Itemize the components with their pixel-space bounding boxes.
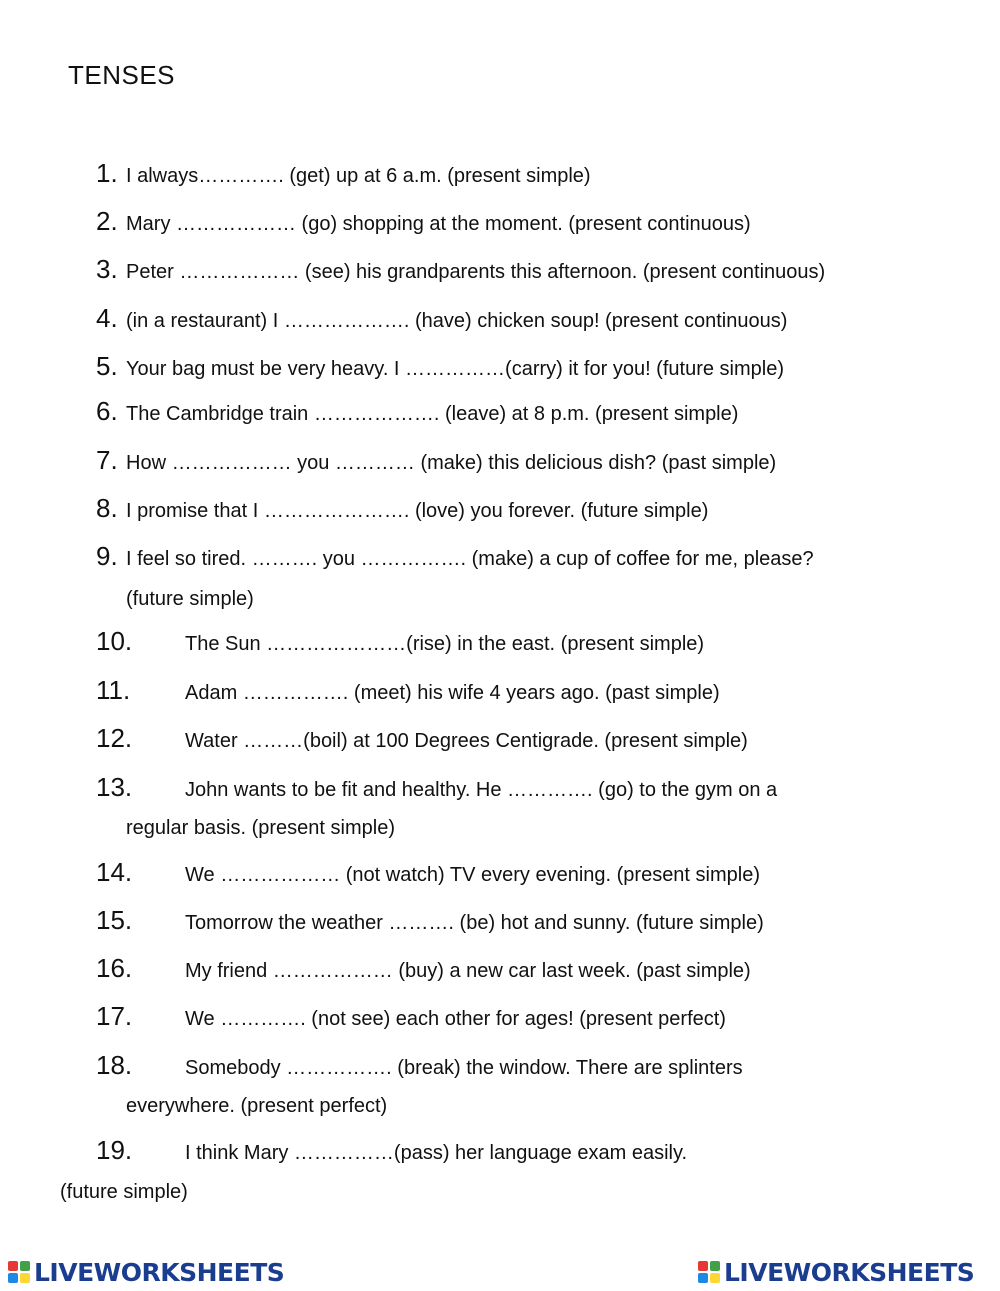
item-number: 17. xyxy=(96,1001,133,1031)
liveworksheets-logo-icon xyxy=(698,1261,720,1283)
liveworksheets-logo-left xyxy=(8,1257,284,1287)
exercise-text: Tomorrow the weather ………. (be) hot and sunny. (future simple) xyxy=(185,912,764,934)
item-number: 13. xyxy=(96,772,133,802)
item-number: 4. xyxy=(96,303,118,333)
item-number: 16. xyxy=(96,953,133,983)
logo-wordmark: LIVEWORKSHEETS xyxy=(34,1257,285,1287)
item-number: 1. xyxy=(96,158,118,188)
exercise-text: I feel so tired. ………. you ……………. (make) a cup of coffee for me, please? xyxy=(126,548,814,570)
exercise-text: (in a restaurant) I ………………. (have) chicken soup! (present continuous) xyxy=(126,310,788,332)
item-number: 19. xyxy=(96,1135,133,1165)
exercise-text-continuation: (future simple) xyxy=(126,588,254,610)
item-number: 15. xyxy=(96,905,133,935)
item-number: 8. xyxy=(96,493,118,523)
exercise-text: I promise that I …………………. (love) you forever. (future simple) xyxy=(126,500,709,522)
item-number: 7. xyxy=(96,445,118,475)
exercise-text: I think Mary ……………(pass) her language exam easily. xyxy=(185,1142,688,1164)
item-number: 6. xyxy=(96,396,118,426)
exercise-text: Peter ……………… (see) his grandparents this afternoon. (present continuous) xyxy=(126,261,826,283)
exercise-text-continuation: everywhere. (present perfect) xyxy=(126,1095,388,1117)
exercise-text: Water ………(boil) at 100 Degrees Centigrade. (present simple) xyxy=(185,730,748,752)
exercise-text: My friend ……………… (buy) a new car last week. (past simple) xyxy=(185,960,751,982)
exercise-text: I always…………. (get) up at 6 a.m. (present simple) xyxy=(126,165,591,187)
exercise-text: We …………. (not see) each other for ages! (present perfect) xyxy=(185,1008,726,1030)
item-number: 14. xyxy=(96,857,133,887)
exercise-text: How ……………… you ………… (make) this delicious dish? (past simple) xyxy=(126,452,777,474)
exercise-text: The Sun …………………(rise) in the east. (present simple) xyxy=(185,633,705,655)
worksheet-title: TENSES xyxy=(68,60,176,90)
liveworksheets-logo-right xyxy=(698,1257,974,1287)
exercise-text-continuation: regular basis. (present simple) xyxy=(126,817,395,839)
liveworksheets-logo-icon xyxy=(8,1261,30,1283)
item-number: 5. xyxy=(96,351,118,381)
exercise-text: Mary ……………… (go) shopping at the moment. (present continuous) xyxy=(126,213,751,235)
exercise-text: Adam ……………. (meet) his wife 4 years ago. (past simple) xyxy=(185,682,720,704)
exercise-text: We ……………… (not watch) TV every evening. (present simple) xyxy=(185,864,760,886)
item-number: 3. xyxy=(96,254,118,284)
item-number: 11. xyxy=(96,675,131,705)
item-number: 18. xyxy=(96,1050,133,1080)
exercise-text: Somebody ……………. (break) the window. There are splinters xyxy=(185,1057,743,1079)
item-number: 2. xyxy=(96,206,118,236)
exercise-text: The Cambridge train ………………. (leave) at 8 p.m. (present simple) xyxy=(126,403,739,425)
exercise-text: Your bag must be very heavy. I ……………(carry) it for you! (future simple) xyxy=(126,358,784,380)
exercise-text-continuation: (future simple) xyxy=(60,1181,188,1203)
item-number: 9. xyxy=(96,541,118,571)
item-number: 12. xyxy=(96,723,133,753)
exercise-text: John wants to be fit and healthy. He …………. (go) to the gym on a xyxy=(185,779,778,801)
item-number: 10. xyxy=(96,626,133,656)
logo-wordmark: LIVEWORKSHEETS xyxy=(724,1257,975,1287)
